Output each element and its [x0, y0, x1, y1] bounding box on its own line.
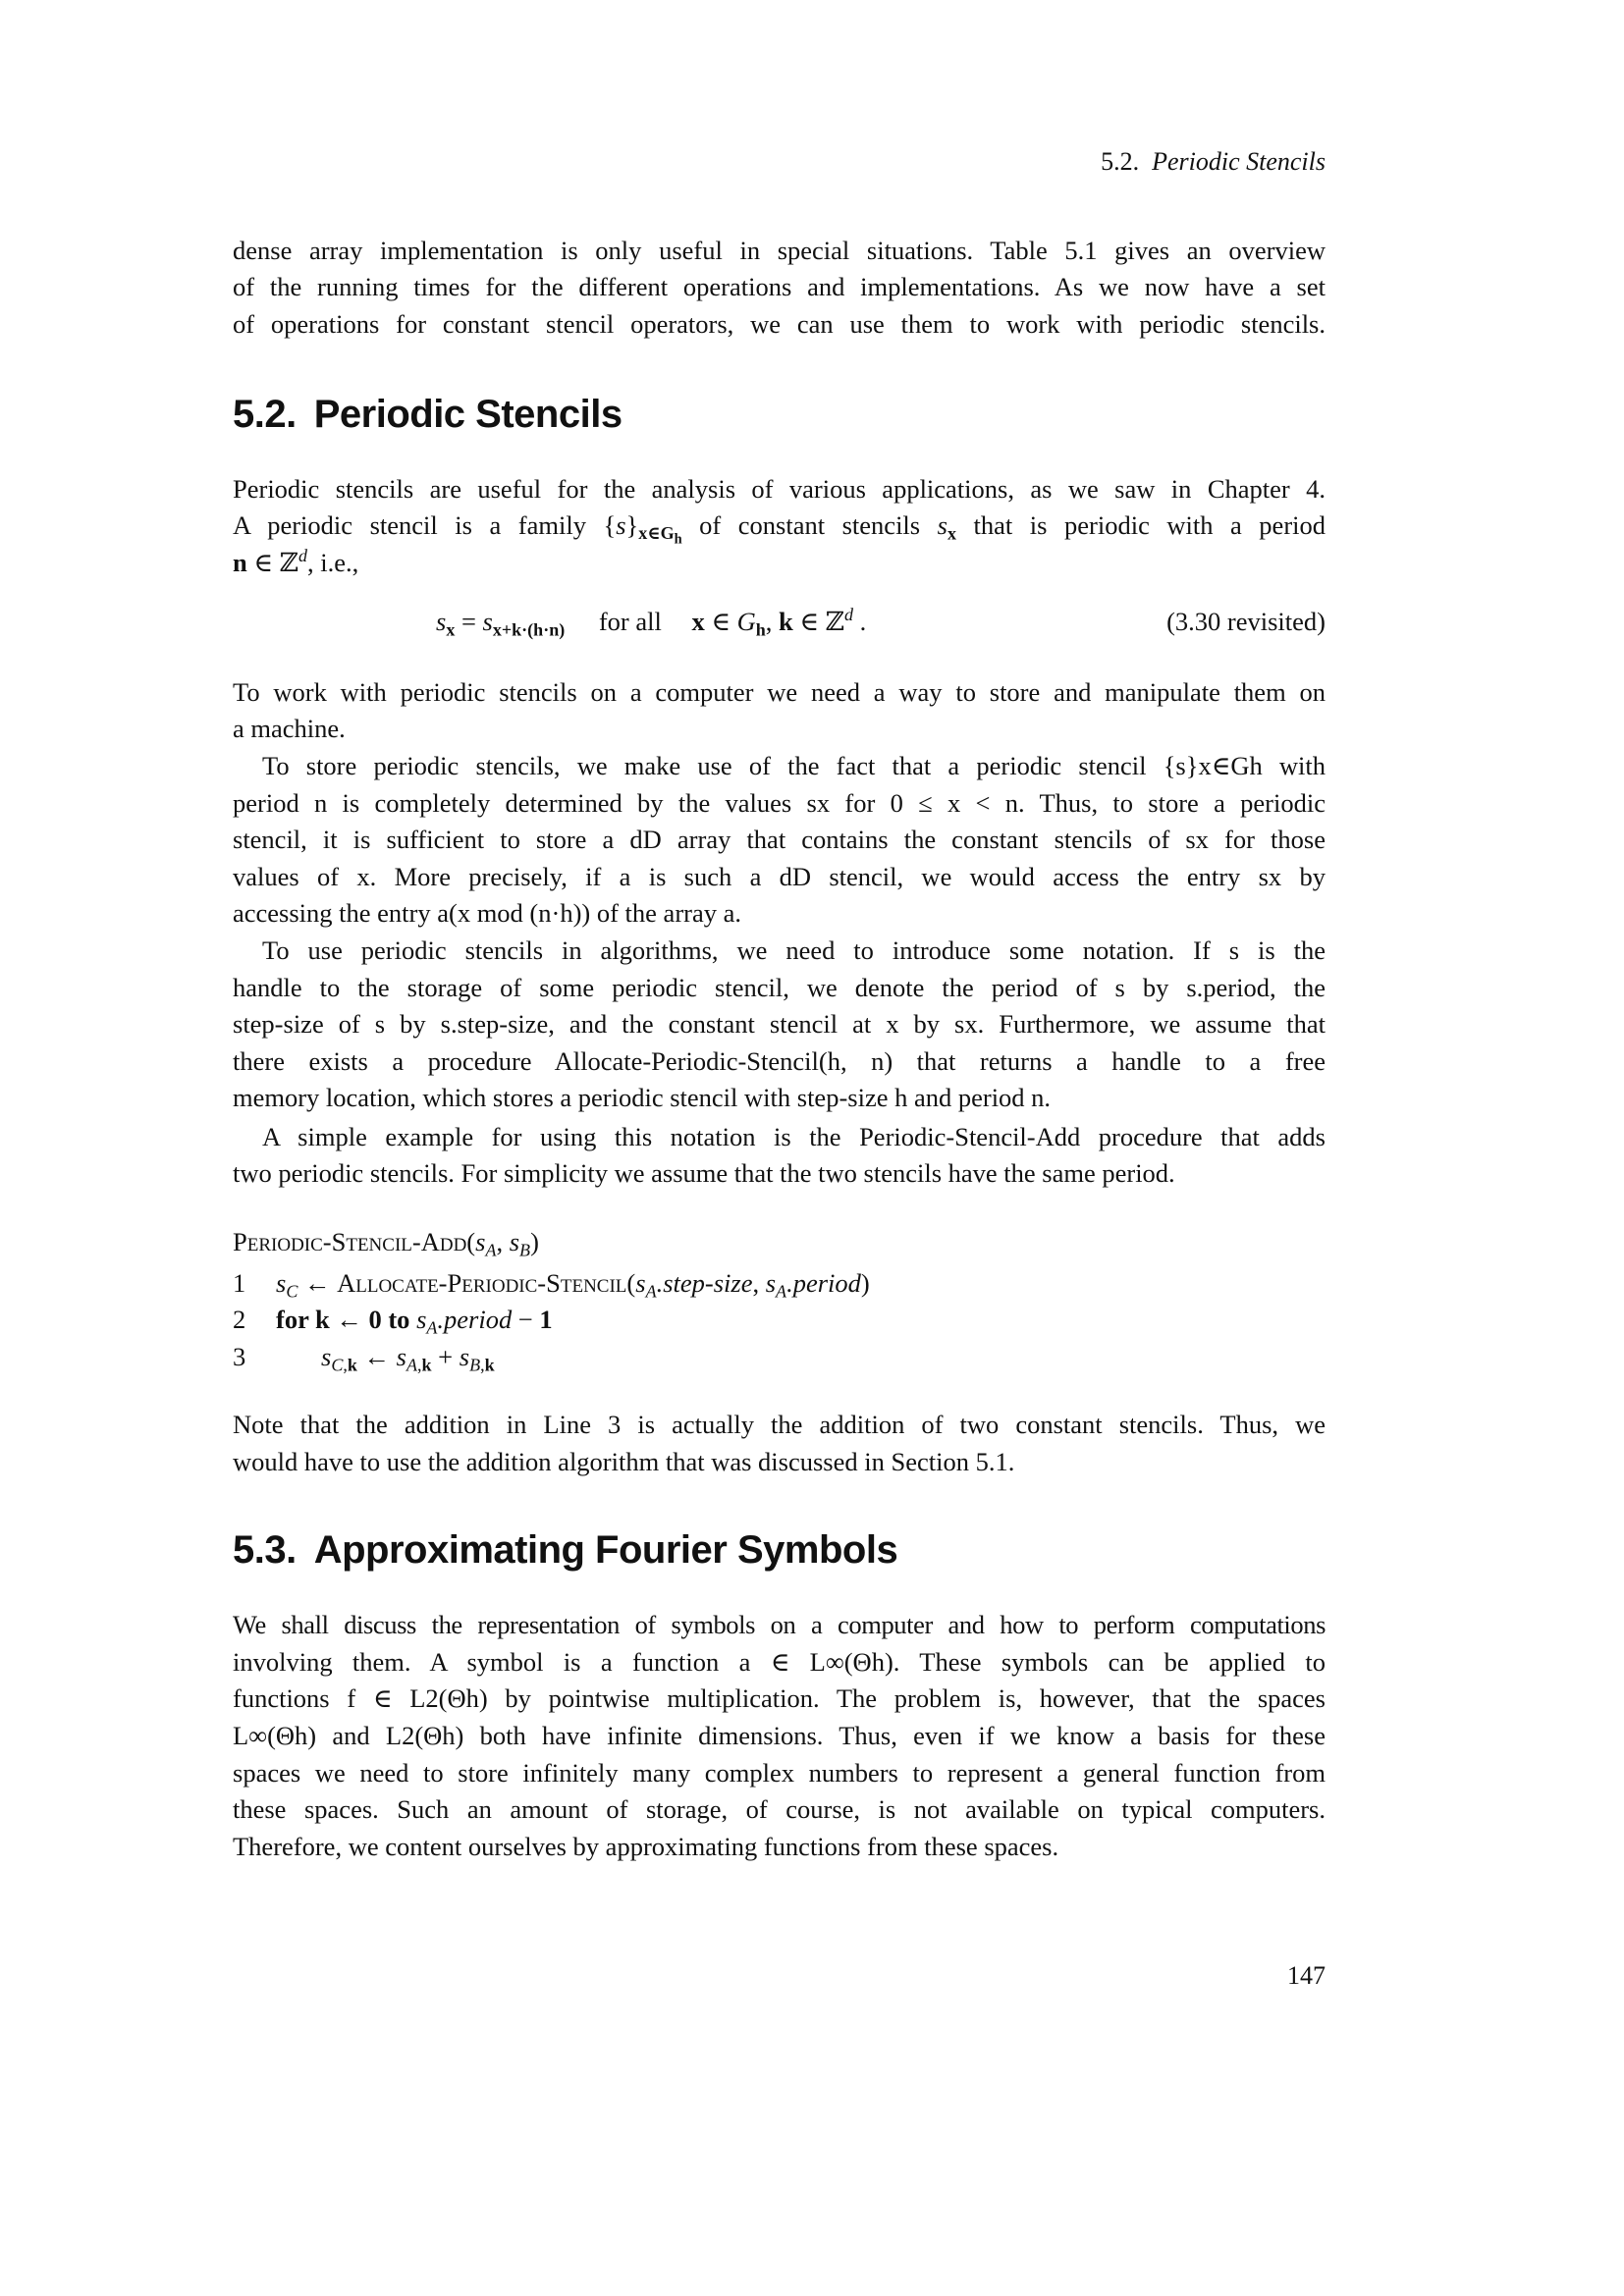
running-header-title: Periodic Stencils	[1152, 147, 1326, 176]
section-heading-5-3	[233, 1528, 897, 1573]
s53-line-6: these spaces. Such an amount of storage, of course, is not available on typical computers.	[233, 1794, 1326, 1824]
algorithm-line-1: 1 $s_C$ ← Allocate-$Periodic-Stencil(s_A.step$-size, $s_A.period$)	[233, 1268, 870, 1302]
s53-line-2: involving them. A symbol is a function a ∈ L∞(Θh). These symbols can be applied to	[233, 1647, 1326, 1677]
para2-line-2: a machine.	[233, 714, 346, 743]
equation-3-30: $s_x = s_{x+k\cdot(h\cdot n)}$ for all x ∈ $G_h$, k ∈ ℤ$^d$ .	[436, 605, 867, 640]
para3-line-4: values of x. More precisely, if a is such a dD stencil, we would access the entry sx by	[233, 862, 1326, 891]
para3-line-5: accessing the entry a(x mod (n·h)) of the array a.	[233, 898, 741, 928]
algorithm-line-3: 3 $s_{C,k}$ ← $s_{A,k} + s_{B,k}$	[233, 1342, 495, 1375]
para3-line-3: stencil, it is sufficient to store a dD array that contains the constant stencils of sx for those	[233, 825, 1326, 854]
algorithm-header: Periodic-$Stencil-Add(s_A$, $s_B$)	[233, 1227, 539, 1260]
algorithm-line-2: 2 for k ← 0 to $s_A.period - 1$	[233, 1305, 553, 1338]
para1-line-1: Periodic stencils are useful for the analysis of various applications, as we saw in Chapter 4.	[233, 474, 1326, 504]
para6-line-1: Note that the addition in Line 3 is actually the addition of two constant stencils. Thus, we	[233, 1410, 1326, 1439]
para4-line-1: To use periodic stencils in algorithms, we need to introduce some notation. If s is the	[262, 935, 1326, 965]
para3-line-1: To store periodic stencils, we make use of the fact that a periodic stencil {s}x∈Gh with	[262, 751, 1326, 780]
s53-line-3: functions f ∈ L2(Θh) by pointwise multiplication. The problem is, however, that the spaces	[233, 1683, 1326, 1713]
para1-line-3: n ∈ ℤ$^d$, i.e.,	[233, 546, 359, 577]
running-header	[1101, 147, 1326, 177]
s53-line-4: L∞(Θh) and L2(Θh) both have infinite dimensions. Thus, even if we know a basis for these	[233, 1721, 1326, 1750]
s53-line-5: spaces we need to store infinitely many complex numbers to represent a general function from	[233, 1758, 1326, 1788]
equation-label: (3.30 revisited)	[1166, 607, 1326, 636]
para4-line-3: step-size of s by s.step-size, and the constant stencil at x by sx. Furthermore, we assume that	[233, 1009, 1326, 1039]
algorithm-name: Periodic-Stencil-Add	[233, 1227, 467, 1256]
para1-line-2: A periodic stencil is a family $\{s\}_{x\in G_h}$ of constant stencils $s_x$ that is periodic with a period	[233, 510, 1326, 548]
para4-line-4: there exists a procedure Allocate-Periodic-Stencil(h, n) that returns a handle to a free	[233, 1046, 1326, 1076]
para6-line-2: would have to use the addition algorithm that was discussed in Section 5.1.	[233, 1447, 1015, 1476]
section-title: Periodic Stencils	[313, 393, 623, 436]
intro-line-1: dense array implementation is only useful in special situations. Table 5.1 gives an overview	[233, 236, 1326, 265]
section-title: Approximating Fourier Symbols	[313, 1528, 898, 1572]
section-heading-5-2	[233, 393, 623, 437]
para2-line-1: To work with periodic stencils on a computer we need a way to store and manipulate them on	[233, 677, 1326, 707]
intro-line-3: of operations for constant stencil operators, we can use them to work with periodic stencils.	[233, 309, 1326, 339]
running-header-number: 5.2.	[1101, 147, 1140, 176]
intro-line-2: of the running times for the different operations and implementations. As we now have a set	[233, 272, 1326, 301]
s53-line-1: We shall discuss the representation of symbols on a computer and how to perform computations	[233, 1610, 1326, 1639]
para4-line-5: memory location, which stores a periodic stencil with step-size h and period n.	[233, 1083, 1052, 1112]
para4-line-2: handle to the storage of some periodic stencil, we denote the period of s by s.period, the	[233, 973, 1326, 1002]
para5-line-1: A simple example for using this notation is the Periodic-Stencil-Add procedure that adds	[262, 1122, 1326, 1151]
s53-line-7: Therefore, we content ourselves by approximating functions from these spaces.	[233, 1832, 1059, 1861]
page-number: 147	[1287, 1961, 1326, 1990]
section-number: 5.2.	[233, 393, 297, 436]
para5-line-2: two periodic stencils. For simplicity we assume that the two stencils have the same period.	[233, 1158, 1175, 1188]
para3-line-2: period n is completely determined by the values sx for 0 ≤ x < n. Thus, to store a periodic	[233, 788, 1326, 818]
section-number: 5.3.	[233, 1528, 297, 1572]
